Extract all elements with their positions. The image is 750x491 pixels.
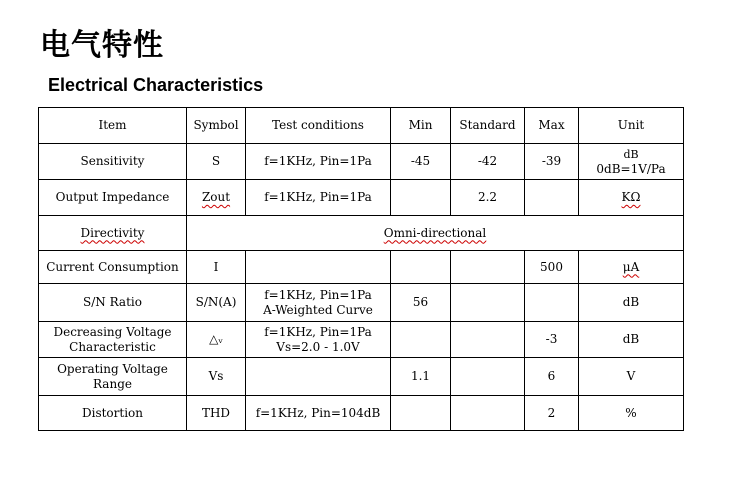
cell-min bbox=[391, 251, 451, 284]
cell-symbol: S/N(A) bbox=[187, 284, 246, 322]
cell-item bbox=[39, 322, 187, 358]
cell-item: Sensitivity bbox=[39, 144, 187, 180]
cell-condition bbox=[246, 284, 391, 322]
cell-standard bbox=[451, 396, 525, 431]
header-min: Min bbox=[391, 108, 451, 144]
cell-condition: f=1KHz, Pin=1Pa bbox=[246, 144, 391, 180]
directivity-text: Omni-directional bbox=[383, 225, 487, 240]
table-row-current-consumption bbox=[39, 251, 684, 284]
cell-min bbox=[391, 322, 451, 358]
cell-symbol: I bbox=[187, 251, 246, 284]
table-row-operating-voltage bbox=[39, 358, 684, 396]
page-title-chinese: 电气特性 bbox=[40, 28, 164, 63]
cell-item: Output Impedance bbox=[39, 180, 187, 216]
table-row-directivity bbox=[39, 216, 684, 251]
condition-line-2: Vs=2.0 - 1.0V bbox=[276, 339, 360, 354]
cell-symbol: Vs bbox=[187, 358, 246, 396]
cell-item bbox=[39, 358, 187, 396]
cell-max: -3 bbox=[525, 322, 579, 358]
cell-standard bbox=[451, 322, 525, 358]
item-line-1: Decreasing Voltage bbox=[53, 324, 172, 339]
cell-directivity-value bbox=[187, 216, 684, 251]
cell-item: Current Consumption bbox=[39, 251, 187, 284]
header-test-conditions: Test conditions bbox=[246, 108, 391, 144]
cell-max: -39 bbox=[525, 144, 579, 180]
cell-max bbox=[525, 180, 579, 216]
unit-text: KΩ bbox=[621, 190, 641, 204]
cell-standard bbox=[451, 284, 525, 322]
item-line-2: Range bbox=[93, 376, 132, 391]
cell-unit bbox=[579, 180, 684, 216]
cell-condition bbox=[246, 251, 391, 284]
cell-unit bbox=[579, 251, 684, 284]
table-row-sensitivity bbox=[39, 144, 684, 180]
header-symbol: Symbol bbox=[187, 108, 246, 144]
cell-symbol: THD bbox=[187, 396, 246, 431]
cell-min: 1.1 bbox=[391, 358, 451, 396]
cell-max: 500 bbox=[525, 251, 579, 284]
cell-standard: 2.2 bbox=[451, 180, 525, 216]
page-title-english: Electrical Characteristics bbox=[48, 75, 264, 95]
cell-condition: f=1KHz, Pin=1Pa bbox=[246, 180, 391, 216]
cell-min bbox=[391, 180, 451, 216]
condition-line-2: A-Weighted Curve bbox=[263, 302, 373, 317]
cell-unit: dB bbox=[579, 284, 684, 322]
electrical-characteristics-table bbox=[38, 107, 684, 431]
unit-line-2: 0dB=1V/Pa bbox=[596, 161, 666, 176]
cell-unit: V bbox=[579, 358, 684, 396]
table-row-distortion bbox=[39, 396, 684, 431]
cell-max: 6 bbox=[525, 358, 579, 396]
item-text: Directivity bbox=[80, 225, 145, 240]
condition-line-1: f=1KHz, Pin=1Pa bbox=[264, 324, 372, 339]
table-row-output-impedance bbox=[39, 180, 684, 216]
header-item: Item bbox=[39, 108, 187, 144]
cell-min: -45 bbox=[391, 144, 451, 180]
cell-condition bbox=[246, 358, 391, 396]
cell-standard: -42 bbox=[451, 144, 525, 180]
table-header-row bbox=[39, 108, 684, 144]
item-line-2: Characteristic bbox=[69, 339, 156, 354]
cell-symbol bbox=[187, 180, 246, 216]
cell-item bbox=[39, 216, 187, 251]
cell-unit bbox=[579, 144, 684, 180]
table-row-sn-ratio bbox=[39, 284, 684, 322]
cell-min: 56 bbox=[391, 284, 451, 322]
header-max: Max bbox=[525, 108, 579, 144]
cell-max bbox=[525, 284, 579, 322]
cell-unit: dB bbox=[579, 322, 684, 358]
cell-item: Distortion bbox=[39, 396, 187, 431]
cell-symbol: S bbox=[187, 144, 246, 180]
cell-symbol: △ᵥ bbox=[187, 322, 246, 358]
cell-max: 2 bbox=[525, 396, 579, 431]
cell-standard bbox=[451, 251, 525, 284]
header-standard: Standard bbox=[451, 108, 525, 144]
cell-standard bbox=[451, 358, 525, 396]
item-line-1: Operating Voltage bbox=[57, 361, 168, 376]
cell-unit: % bbox=[579, 396, 684, 431]
cell-condition: f=1KHz, Pin=104dB bbox=[246, 396, 391, 431]
cell-item: S/N Ratio bbox=[39, 284, 187, 322]
unit-line-1: dB bbox=[623, 147, 639, 161]
condition-line-1: f=1KHz, Pin=1Pa bbox=[264, 287, 372, 302]
cell-min bbox=[391, 396, 451, 431]
symbol-text: Zout bbox=[201, 190, 231, 204]
table-row-decreasing-voltage bbox=[39, 322, 684, 358]
header-unit: Unit bbox=[579, 108, 684, 144]
unit-text: μA bbox=[622, 259, 640, 274]
cell-condition bbox=[246, 322, 391, 358]
